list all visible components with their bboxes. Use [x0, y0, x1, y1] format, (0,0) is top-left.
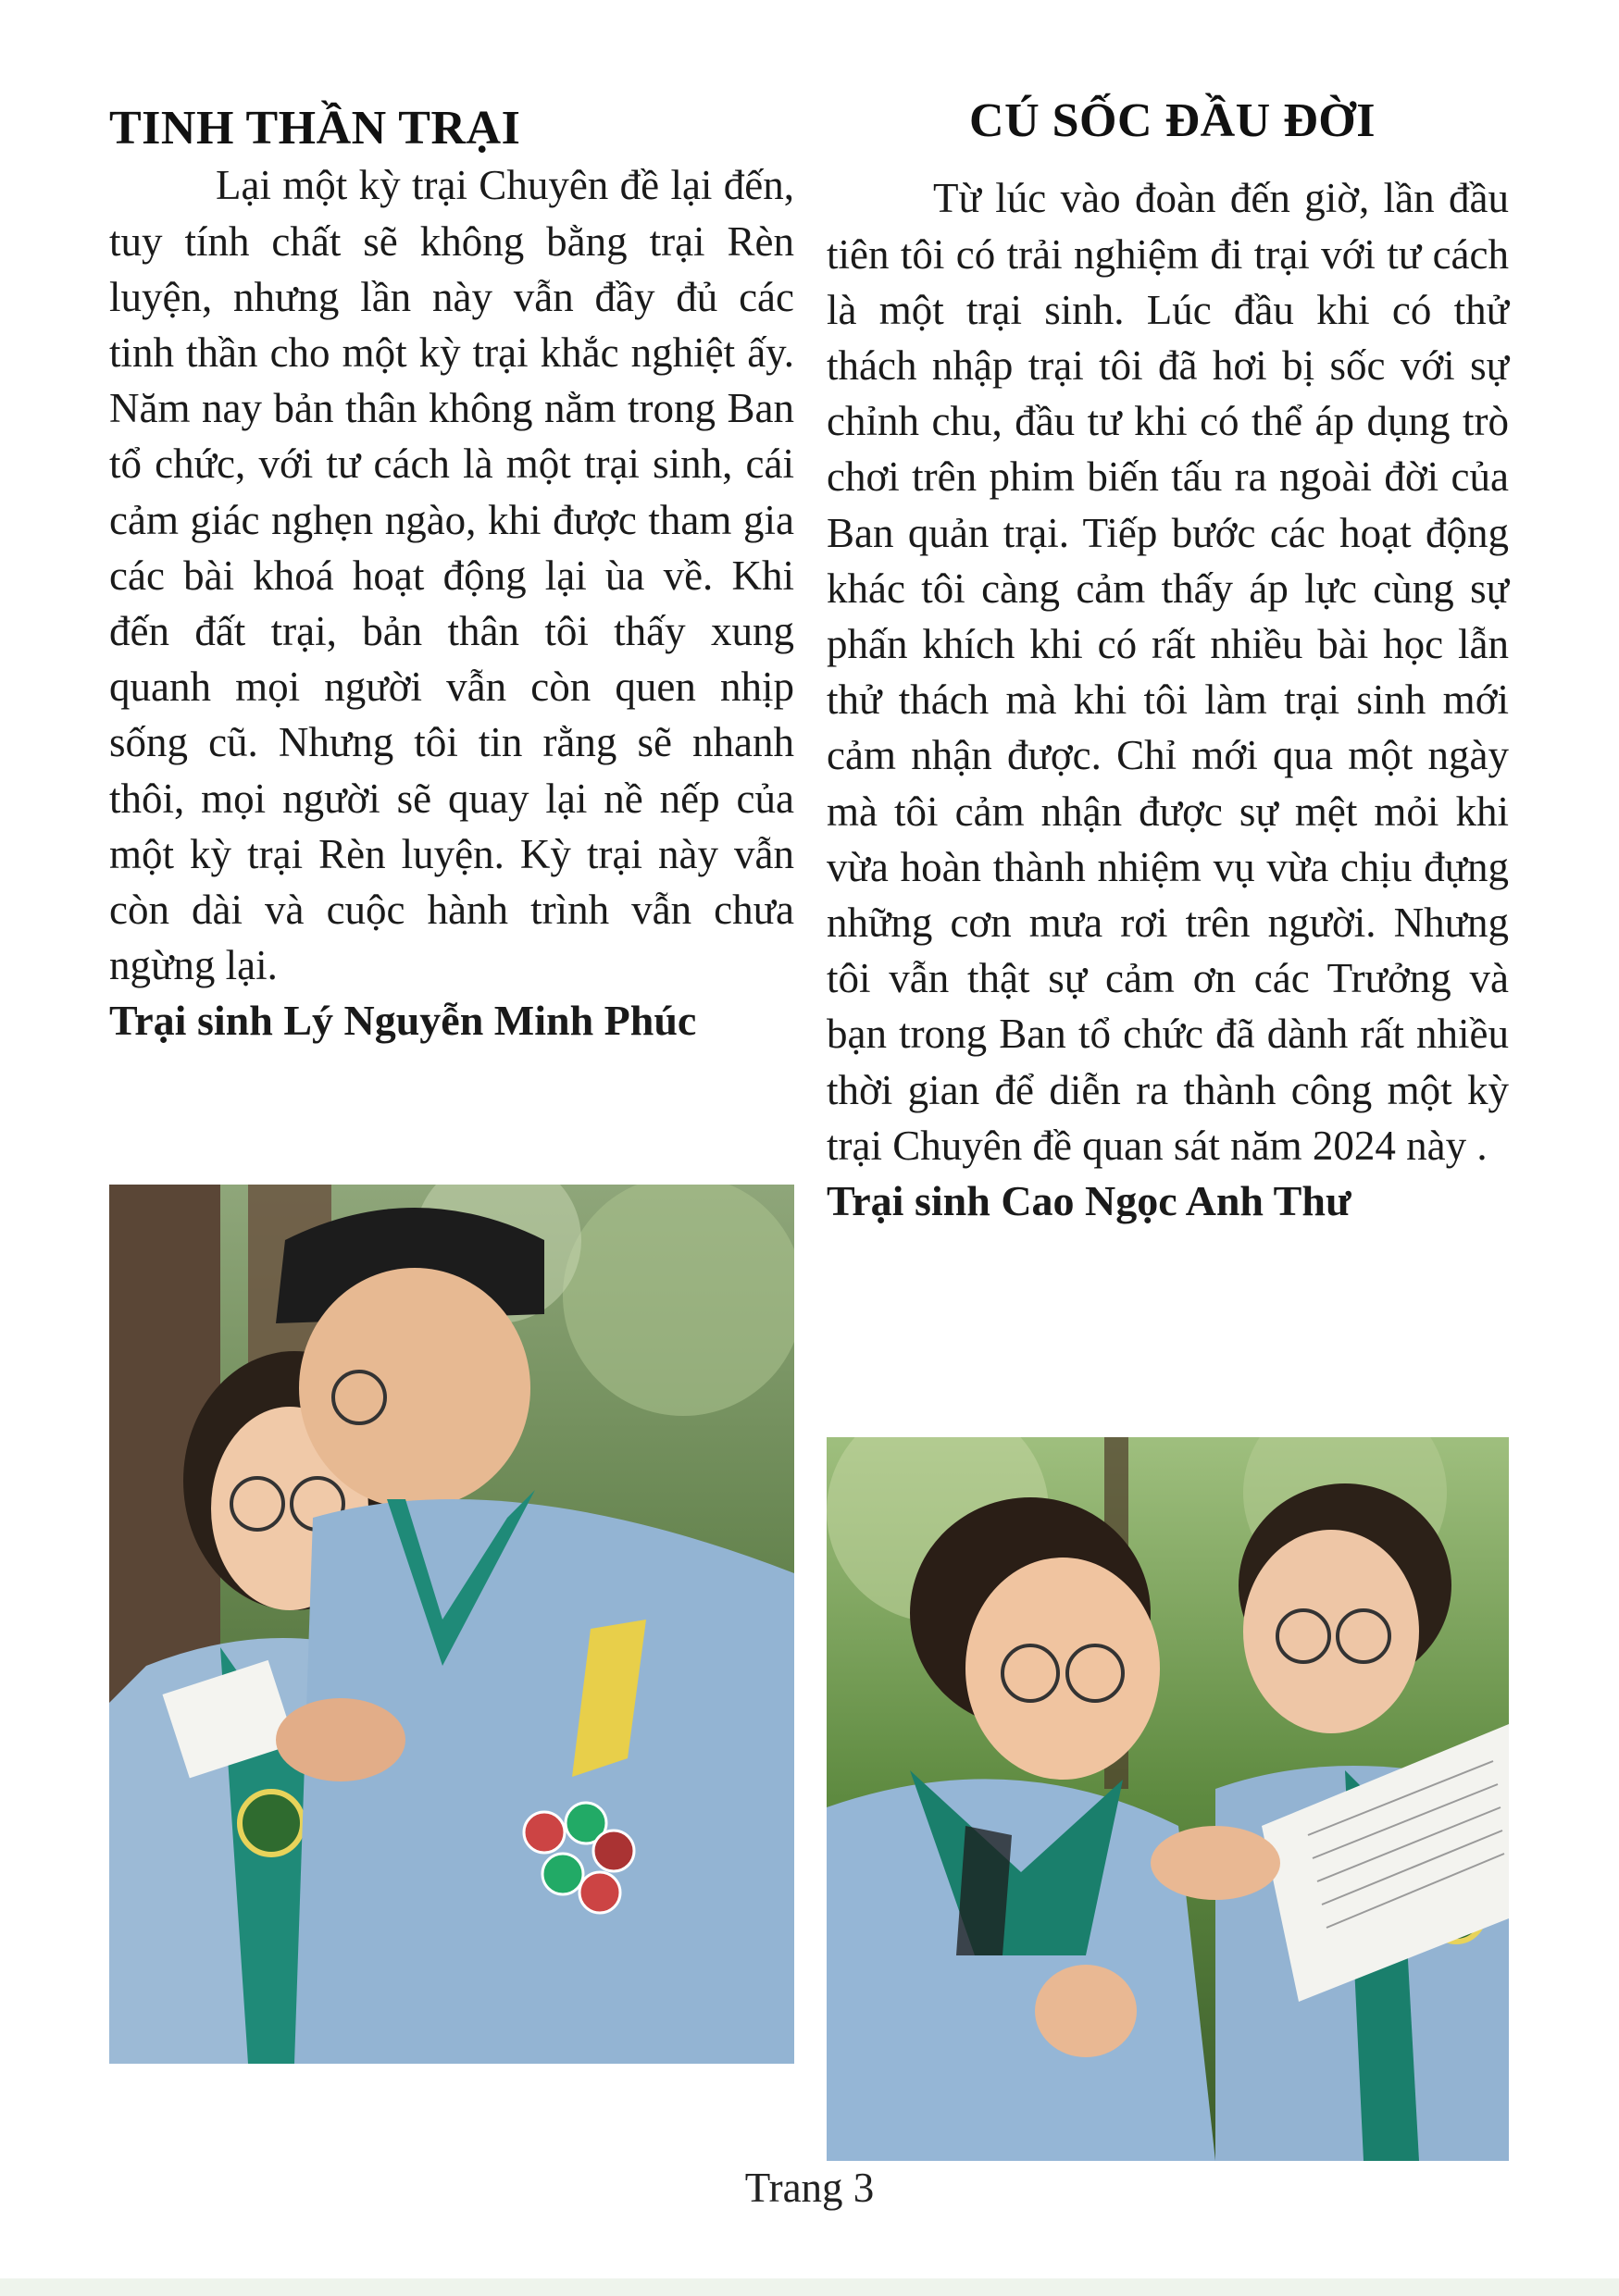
article-author: Trại sinh Lý Nguyễn Minh Phúc — [109, 997, 697, 1045]
article-right — [827, 93, 1509, 1229]
article-body: Từ lúc vào đoàn đến giờ, lần đầu tiên tôi có trải nghiệm đi trại với tư cách là một trại sinh. Lúc đầu khi có thử thách nhập trại tôi đã hơi bị sốc với sự chỉnh chu, đầu tư khi có thể áp dụng trò chơi trên phim biến tấu ra ngoài đời của Ban quản trại. Tiếp bước các hoạt động khác tôi càng cảm thấy áp lực cùng sự phấn khích khi có rất nhiều bài học lẫn thử thách mà khi tôi làm trại sinh mới cảm nhận được. Chỉ mới qua một ngày mà tôi cảm nhận được sự mệt mỏi khi vừa hoàn thành nhiệm vụ vừa chịu đựng những cơn mưa rơi trên người. Nhưng tôi vẫn thật sự cảm ơn các Trưởng và bạn trong Ban tổ chức đã dành rất nhiều thời gian để diễn ra thành công một kỳ trại Chuyên đề quan sát năm 2024 này . — [827, 175, 1509, 1169]
article-title: CÚ SỐC ĐẦU ĐỜI — [969, 94, 1376, 147]
article-title: TINH THẦN TRẠI — [109, 102, 521, 155]
article-left — [109, 93, 794, 1049]
page-bottom-strip — [0, 2278, 1619, 2296]
photo-campers-paper — [827, 1437, 1509, 2161]
page-number: Trang 3 — [744, 2165, 875, 2211]
article-body: Lại một kỳ trại Chuyên đề lại đến, tuy tính chất sẽ không bằng trại Rèn luyện, nhưng lần này vẫn đầy đủ các tinh thần cho một kỳ trại khắc nghiệt ấy. Năm nay bản thân không nằm trong Ban tổ chức, với tư cách là một trại sinh, cái cảm giác nghẹn ngào, khi được tham gia các bài khoá hoạt động lại ùa về. Khi đến đất trại, bản thân tôi thấy xung quanh mọi người vẫn còn quen nhịp sống cũ. Nhưng tôi tin rằng sẽ nhanh thôi, mọi người sẽ quay lại nề nếp của một kỳ trại Rèn luyện. Kỳ trại này vẫn còn dài và cuộc hành trình vẫn chưa ngừng lại. — [109, 162, 794, 989]
article-author: Trại sinh Cao Ngọc Anh Thư — [827, 1177, 1351, 1225]
photo-campers-notebook — [109, 1185, 794, 2064]
